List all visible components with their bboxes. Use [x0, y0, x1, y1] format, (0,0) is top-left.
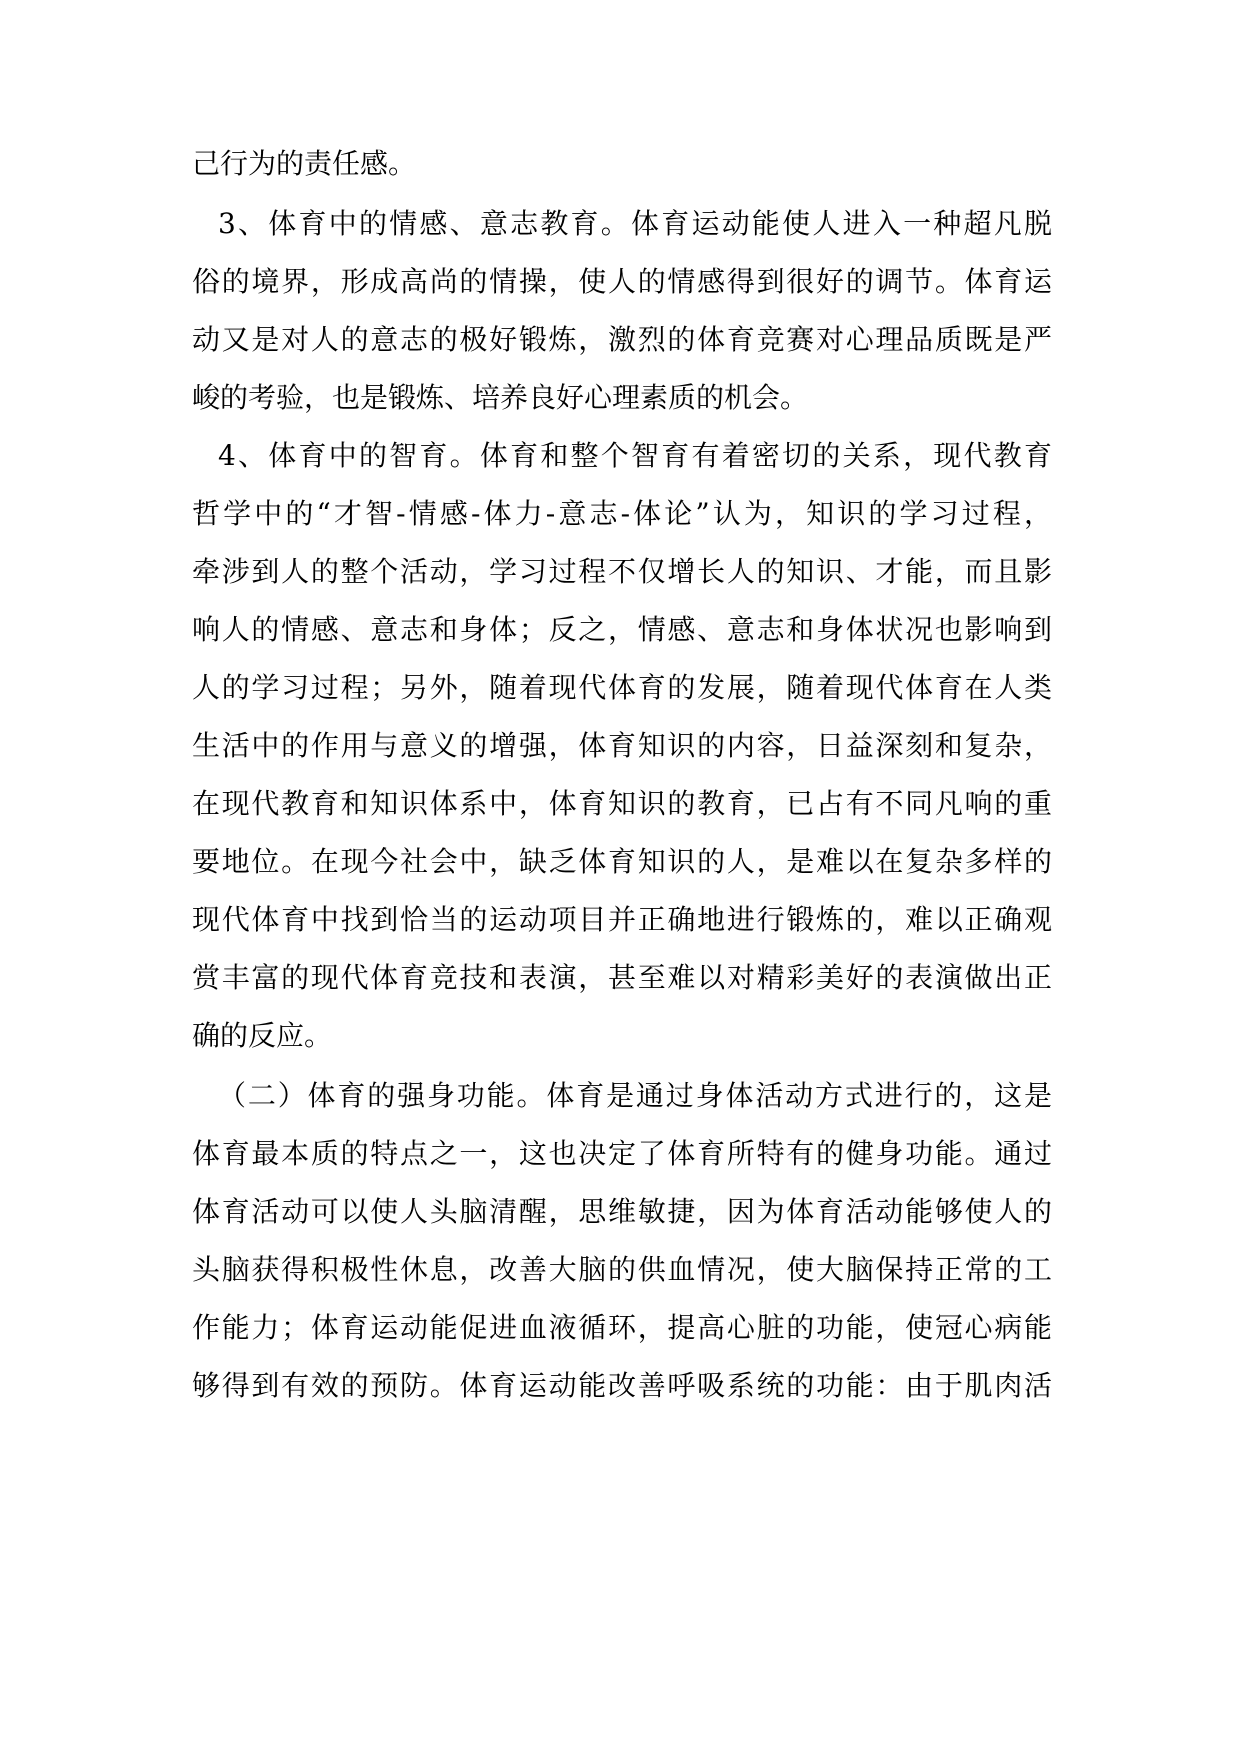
text-line: 要地位。在现今社会中，缺乏体育知识的人，是难以在复杂多样的 — [192, 845, 1052, 878]
text-line: 峻的考验，也是锻炼、培养良好心理素质的机会。 — [192, 381, 809, 414]
text-line: 俗的境界，形成高尚的情操，使人的情感得到很好的调节。体育运 — [192, 265, 1052, 298]
paragraph-3-heading-line: 3、体育中的情感、意志教育。体育运动能使人进入一种超凡脱 — [218, 207, 1052, 240]
text-line: 动又是对人的意志的极好锻炼，激烈的体育竞赛对心理品质既是严 — [192, 323, 1052, 356]
paragraph-2-heading-line: （二）体育的强身功能。体育是通过身体活动方式进行的，这是 — [218, 1079, 1052, 1112]
text-line: 够得到有效的预防。体育运动能改善呼吸系统的功能：由于肌肉活 — [192, 1369, 1052, 1402]
text-line: 牵涉到人的整个活动，学习过程不仅增长人的知识、才能，而且影 — [192, 555, 1052, 588]
text-line: 赏丰富的现代体育竞技和表演，甚至难以对精彩美好的表演做出正 — [192, 961, 1052, 994]
text-line: 体育最本质的特点之一，这也决定了体育所特有的健身功能。通过 — [192, 1137, 1052, 1170]
text-line: 体育活动可以使人头脑清醒，思维敏捷，因为体育活动能够使人的 — [192, 1195, 1052, 1228]
text-line: 己行为的责任感。 — [192, 147, 417, 180]
paragraph-4-heading-line: 4、体育中的智育。体育和整个智育有着密切的关系，现代教育 — [218, 439, 1052, 472]
text-line: 确的反应。 — [192, 1019, 333, 1052]
text-line: 头脑获得积极性休息，改善大脑的供血情况，使大脑保持正常的工 — [192, 1253, 1052, 1286]
text-line: 作能力；体育运动能促进血液循环，提高心脏的功能，使冠心病能 — [192, 1311, 1052, 1344]
text-line: 响人的情感、意志和身体；反之，情感、意志和身体状况也影响到 — [192, 613, 1052, 646]
text-line: 生活中的作用与意义的增强，体育知识的内容，日益深刻和复杂， — [192, 729, 1052, 762]
text-line: 在现代教育和知识体系中，体育知识的教育，已占有不同凡响的重 — [192, 787, 1052, 820]
text-line: 哲学中的“才智-情感-体力-意志-体论”认为，知识的学习过程， — [192, 497, 1052, 530]
text-line: 现代体育中找到恰当的运动项目并正确地进行锻炼的，难以正确观 — [192, 903, 1052, 936]
text-line: 人的学习过程；另外，随着现代体育的发展，随着现代体育在人类 — [192, 671, 1052, 704]
